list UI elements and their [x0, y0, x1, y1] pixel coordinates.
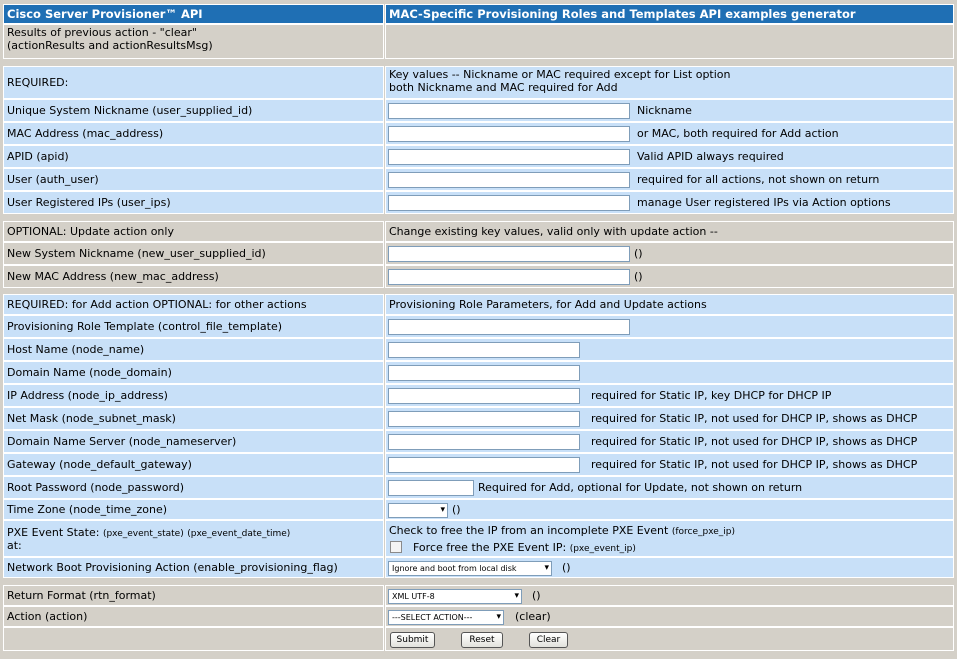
pxe-state-param: (pxe_event_state)	[102, 529, 184, 539]
page-title: MAC-Specific Provisioning Roles and Templates API examples generator	[389, 7, 856, 21]
field-label: New System Nickname (new_user_supplied_id)	[7, 247, 266, 260]
field-label: Host Name (node_name)	[7, 343, 145, 356]
buttons-row	[3, 627, 954, 651]
field-note: required for Static IP, key DHCP for DHCP IP	[591, 389, 832, 402]
field-note: required for all actions, not shown on return	[637, 173, 880, 186]
node-ip-address-input[interactable]	[388, 388, 580, 404]
chevron-down-icon: ▾	[514, 591, 519, 601]
boot-action-select[interactable]: Ignore and boot from local disk ▾	[388, 561, 552, 576]
header-row	[3, 4, 954, 24]
field-note: ()	[532, 589, 541, 602]
field-row-action	[3, 606, 954, 627]
field-row-node-domain	[3, 361, 954, 384]
control-file-template-input[interactable]	[388, 319, 630, 335]
add-section-header	[3, 294, 954, 315]
required-section-header	[3, 66, 954, 99]
field-row-new-user-supplied-id	[3, 242, 954, 265]
node-domain-input[interactable]	[388, 365, 580, 381]
field-row-auth-user	[3, 168, 954, 191]
field-note: required for Static IP, not used for DHCP IP, shows as DHCP	[591, 458, 918, 471]
field-row-node-default-gateway	[3, 453, 954, 476]
required-desc-line1: Key values -- Nickname or MAC required except for List option	[389, 68, 731, 81]
results-row	[3, 24, 954, 59]
field-label: Root Password (node_password)	[7, 481, 185, 494]
chevron-down-icon: ▾	[544, 563, 549, 573]
field-note: Nickname	[637, 104, 692, 117]
field-label: Network Boot Provisioning Action (enable_provisioning_flag)	[7, 561, 338, 574]
optional-desc: Change existing key values, valid only with update action --	[389, 225, 718, 238]
field-note: required for Static IP, not used for DHCP IP, shows as DHCP	[591, 412, 918, 425]
field-row-node-subnet-mask	[3, 407, 954, 430]
field-note: ()	[452, 503, 461, 516]
pxe-desc-param: (force_pxe_ip)	[671, 527, 736, 537]
field-note: required for Static IP, not used for DHCP IP, shows as DHCP	[591, 435, 918, 448]
field-note: Required for Add, optional for Update, not shown on return	[478, 481, 803, 494]
field-row-pxe-event	[3, 520, 954, 557]
pxe-at-label: at:	[7, 539, 22, 552]
field-label: Domain Name (node_domain)	[7, 366, 172, 379]
field-row-node-name	[3, 338, 954, 361]
reset-button[interactable]: Reset	[461, 632, 503, 648]
results-line1: Results of previous action - "clear"	[7, 26, 197, 39]
field-row-apid	[3, 145, 954, 168]
submit-button[interactable]: Submit	[390, 632, 435, 648]
field-label: Return Format (rtn_format)	[7, 589, 156, 602]
field-label: IP Address (node_ip_address)	[7, 389, 168, 402]
field-label: New MAC Address (new_mac_address)	[7, 270, 219, 283]
pxe-label: PXE Event State:	[7, 526, 100, 539]
add-label: REQUIRED: for Add action OPTIONAL: for other actions	[7, 298, 307, 311]
field-label: User (auth_user)	[7, 173, 99, 186]
clear-button[interactable]: Clear	[529, 632, 568, 648]
field-label: Provisioning Role Template (control_file_template)	[7, 320, 283, 333]
return-format-select[interactable]: XML UTF-8 ▾	[388, 589, 522, 604]
required-label: REQUIRED:	[7, 76, 69, 89]
field-label: Action (action)	[7, 610, 88, 623]
optional-label: OPTIONAL: Update action only	[7, 225, 174, 238]
required-desc-line2: both Nickname and MAC required for Add	[389, 81, 618, 94]
field-note: manage User registered IPs via Action options	[637, 196, 891, 209]
auth-user-input[interactable]	[388, 172, 630, 188]
time-zone-select[interactable]	[388, 503, 448, 518]
force-pxe-checkbox[interactable]	[390, 541, 402, 553]
field-row-new-mac-address	[3, 265, 954, 288]
node-name-input[interactable]	[388, 342, 580, 358]
chevron-down-icon: ▾	[440, 505, 445, 515]
node-nameserver-input[interactable]	[388, 434, 580, 450]
user-ips-input[interactable]	[388, 195, 630, 211]
node-subnet-mask-input[interactable]	[388, 411, 580, 427]
field-row-node-password	[3, 476, 954, 499]
new-mac-address-input[interactable]	[388, 269, 630, 285]
results-line2: (actionResults and actionResultsMsg)	[7, 39, 213, 52]
field-row-control-file-template	[3, 315, 954, 338]
user-supplied-id-input[interactable]	[388, 103, 630, 119]
new-user-supplied-id-input[interactable]	[388, 246, 630, 262]
field-row-node-nameserver	[3, 430, 954, 453]
optional-section-header	[3, 221, 954, 242]
chevron-down-icon: ▾	[496, 612, 501, 622]
field-note: Valid APID always required	[637, 150, 784, 163]
add-desc: Provisioning Role Parameters, for Add and Update actions	[389, 298, 707, 311]
field-row-rtn-format	[3, 585, 954, 606]
results-cell	[3, 24, 384, 59]
mac-address-input[interactable]	[388, 126, 630, 142]
field-note: ()	[634, 270, 643, 283]
field-row-mac-address	[3, 122, 954, 145]
apid-input[interactable]	[388, 149, 630, 165]
field-row-node-ip-address	[3, 384, 954, 407]
header-left	[3, 4, 384, 24]
field-note: or MAC, both required for Add action	[637, 127, 839, 140]
field-note: (clear)	[515, 610, 551, 623]
field-label: Domain Name Server (node_nameserver)	[7, 435, 237, 448]
pxe-date-param: (pxe_event_date_time)	[187, 529, 291, 539]
pxe-desc: Check to free the IP from an incomplete PXE Event	[389, 524, 669, 537]
field-note: ()	[634, 247, 643, 260]
header-right	[385, 4, 954, 24]
field-row-user-supplied-id	[3, 99, 954, 122]
field-label: Net Mask (node_subnet_mask)	[7, 412, 176, 425]
results-value-cell	[385, 24, 954, 59]
node-default-gateway-input[interactable]	[388, 457, 580, 473]
action-select[interactable]: ---SELECT ACTION--- ▾	[388, 610, 504, 625]
field-label: Gateway (node_default_gateway)	[7, 458, 192, 471]
field-row-user-ips	[3, 191, 954, 214]
field-row-node-time-zone	[3, 499, 954, 520]
field-label: APID (apid)	[7, 150, 69, 163]
field-label: MAC Address (mac_address)	[7, 127, 164, 140]
app-title: Cisco Server Provisioner™ API	[7, 7, 203, 21]
node-password-input[interactable]	[388, 480, 474, 496]
force-pxe-param: (pxe_event_ip)	[569, 544, 636, 554]
field-note: ()	[562, 561, 571, 574]
field-label: Time Zone (node_time_zone)	[7, 503, 168, 516]
field-label: User Registered IPs (user_ips)	[7, 196, 171, 209]
field-row-enable-provisioning	[3, 557, 954, 578]
field-label: Unique System Nickname (user_supplied_id)	[7, 104, 253, 117]
force-pxe-label: Force free the PXE Event IP:	[413, 541, 567, 554]
